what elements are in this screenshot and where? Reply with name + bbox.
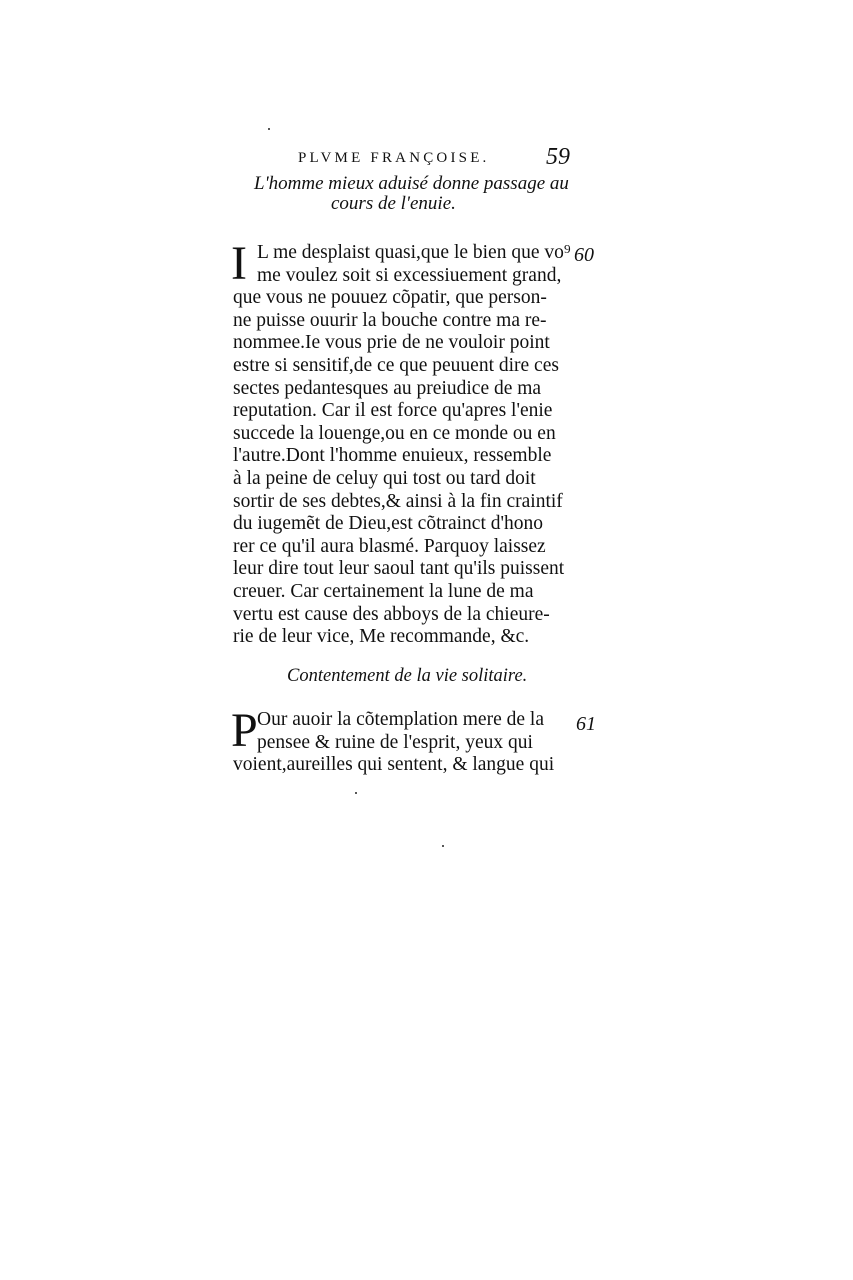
body-line: du iugemẽt de Dieu,est cõtrainct d'hono — [233, 513, 544, 535]
body-line: ne puisse ouurir la bouche contre ma re- — [233, 309, 547, 331]
body-line: succede la louenge,ou en ce monde ou en — [233, 422, 556, 444]
drop-cap: P — [231, 704, 258, 757]
page-number: 59 — [546, 144, 570, 170]
body-line: vertu est cause des abboys de la chieure- — [233, 603, 550, 625]
body-line: L me desplaist quasi,que le bien que vo⁹ — [257, 242, 571, 263]
section-1-body — [231, 237, 578, 649]
body-line: pensee & ruine de l'esprit, yeux qui — [257, 731, 533, 753]
body-line: l'autre.Dont l'homme enuieux, ressemble — [233, 445, 552, 467]
body-line: voient,aureilles qui sentent, & langue qui — [233, 754, 555, 776]
paper-speck — [268, 128, 270, 130]
body-line: sectes pedantesques au preiudice de ma — [233, 377, 542, 399]
body-line: rie de leur vice, Me recommande, &c. — [233, 626, 530, 648]
section-heading-1-line-1: L'homme mieux aduisé donne passage au — [254, 173, 569, 194]
section-heading-2: Contentement de la vie solitaire. — [287, 666, 528, 686]
running-head — [298, 146, 578, 174]
body-line: sortir de ses debtes,& ainsi à la fin craintif — [233, 490, 563, 512]
paper-speck — [442, 845, 444, 847]
body-line: reputation. Car il est force qu'apres l'enie — [233, 400, 553, 422]
body-line: que vous ne pouuez cõpatir, que person- — [233, 287, 547, 309]
body-line: à la peine de celuy qui tost ou tard doit — [233, 467, 536, 489]
running-title: PLVME FRANÇOISE. — [298, 150, 490, 166]
body-line: leur dire tout leur saoul tant qu'ils puissent — [233, 558, 565, 580]
body-line: rer ce qu'il aura blasmé. Parquoy laissez — [233, 535, 546, 557]
body-line: nommee.Ie vous prie de ne vouloir point — [233, 332, 550, 354]
drop-cap: I — [231, 237, 247, 290]
section-heading-1-line-2: cours de l'enuie. — [331, 193, 456, 214]
body-line: me voulez soit si excessiuement grand, — [257, 264, 562, 286]
margin-number-61: 61 — [576, 713, 596, 735]
body-line: estre si sensitif,de ce que peuuent dire ces — [233, 354, 559, 376]
body-line: Our auoir la cõtemplation mere de la — [257, 709, 544, 730]
margin-number-60: 60 — [574, 244, 594, 266]
section-2-body — [231, 704, 578, 777]
body-line: creuer. Car certainement la lune de ma — [233, 580, 534, 602]
paper-speck — [355, 792, 357, 794]
